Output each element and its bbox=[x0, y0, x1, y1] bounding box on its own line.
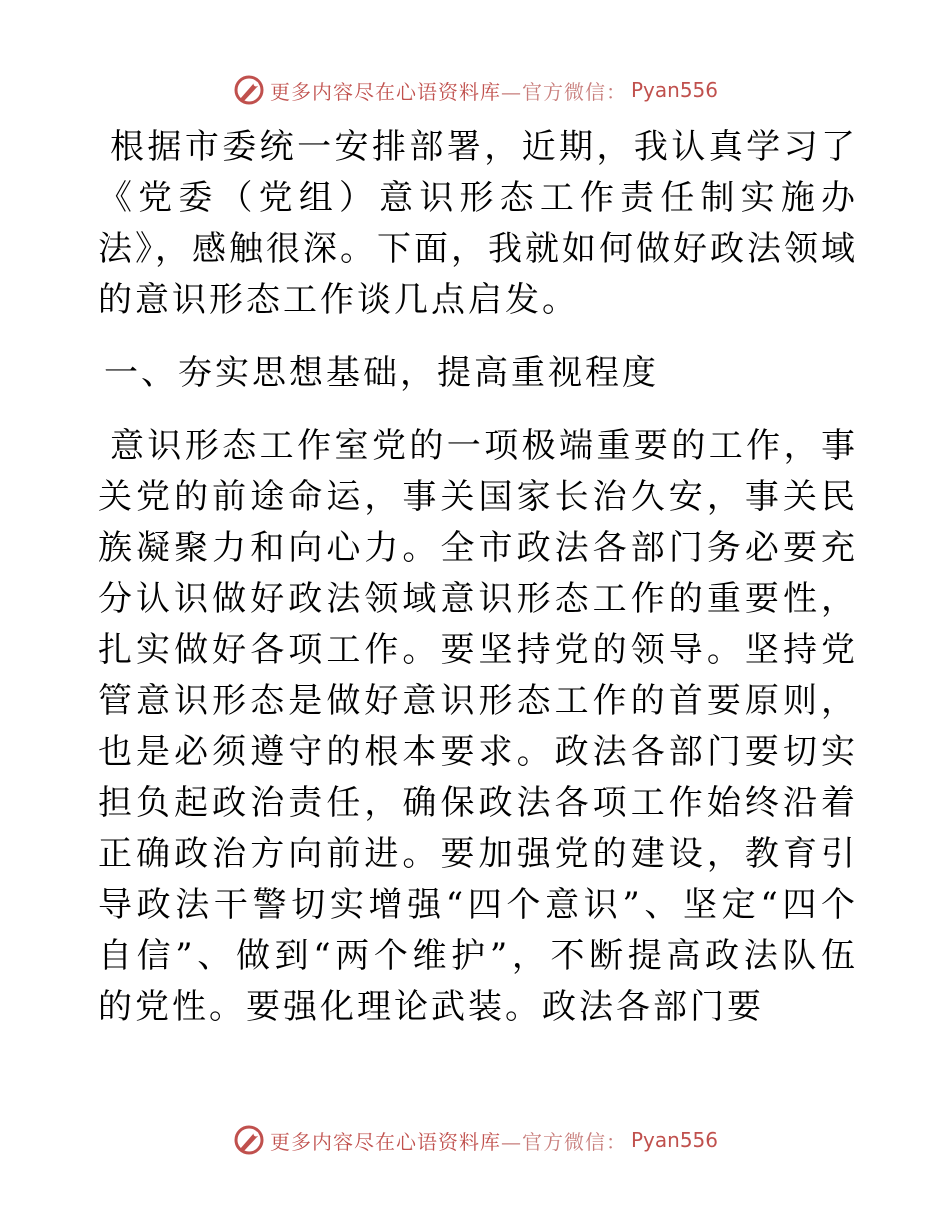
watermark-header bbox=[0, 70, 950, 110]
intro-paragraph: 根据市委统一安排部署，近期，我认真学习了《党委（党组）意识形态工作责任制实施办法》，感触很深。下面，我就如何做好政法领域的意识形态工作谈几点启发。 bbox=[98, 127, 858, 320]
document-body bbox=[98, 122, 858, 1055]
watermark-text: 更多内容尽在心语资料库—官方微信： bbox=[269, 1129, 627, 1154]
section-paragraph: 意识形态工作室党的一项极端重要的工作，事关党的前途命运，事关国家长治久安，事关民族凝聚力和向心力。全市政法各部门务必要充分认识做好政法领域意识形态工作的重要性，扎实做好各项工作。要坚持党的领导。坚持党管意识形态是做好意识形态工作的首要原则，也是必须遵守的根本要求。政法各部门要切实担负起政治责任，确保政法各项工作始终沿着正确政治方向前进。要加强党的建设，教育引导政法干警切实增强“四个意识”、坚定“四个自信”、做到“两个维护”，不断提高政法队伍的党性。要强化理论武装。政法各部门要 bbox=[98, 426, 858, 1027]
watermark-wechat-id: Pyan556 bbox=[630, 1128, 718, 1152]
watermark-footer bbox=[0, 1120, 950, 1160]
pen-circle-logo-icon bbox=[232, 1123, 266, 1157]
section-heading: 一、夯实思想基础，提高重视程度 bbox=[104, 353, 659, 393]
pen-circle-logo-icon bbox=[232, 73, 266, 107]
watermark-wechat-id: Pyan556 bbox=[630, 78, 718, 102]
watermark-text: 更多内容尽在心语资料库—官方微信： bbox=[269, 79, 627, 104]
